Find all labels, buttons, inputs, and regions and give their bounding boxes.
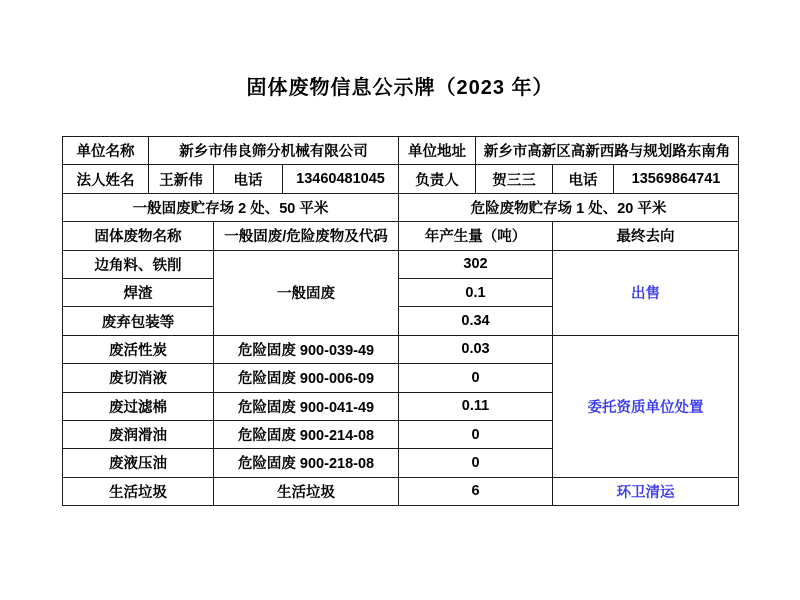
header-waste-name: 固体废物名称 <box>63 222 214 250</box>
waste-amount: 0.1 <box>399 278 553 306</box>
unit-address-value: 新乡市高新区高新西路与规划路东南角 <box>476 137 739 165</box>
waste-code: 危险固废 900-006-09 <box>214 364 399 392</box>
waste-amount: 0.34 <box>399 307 553 335</box>
page-title: 固体废物信息公示牌（2023 年） <box>246 77 554 99</box>
waste-name: 生活垃圾 <box>63 477 214 505</box>
phone1-value: 13460481045 <box>283 165 399 193</box>
unit-address-label: 单位地址 <box>399 137 476 165</box>
phone2-label: 电话 <box>553 165 614 193</box>
waste-amount: 6 <box>399 477 553 505</box>
waste-amount: 0.03 <box>399 335 553 363</box>
waste-category: 一般固废 <box>214 250 399 335</box>
phone2-value: 13569864741 <box>614 165 739 193</box>
table-row <box>63 477 739 505</box>
waste-amount: 0 <box>399 364 553 392</box>
waste-name: 焊渣 <box>63 278 214 306</box>
waste-name: 废过滤棉 <box>63 392 214 420</box>
table-row-contacts <box>63 165 739 193</box>
waste-code: 危险固废 900-214-08 <box>214 420 399 448</box>
responsible-label: 负责人 <box>399 165 476 193</box>
waste-name: 边角料、铁削 <box>63 250 214 278</box>
waste-name: 废润滑油 <box>63 420 214 448</box>
legal-person-label: 法人姓名 <box>63 165 149 193</box>
table-row <box>63 335 739 363</box>
phone1-label: 电话 <box>214 165 283 193</box>
waste-amount: 0.11 <box>399 392 553 420</box>
table-row-headers <box>63 222 739 250</box>
unit-name-label: 单位名称 <box>63 137 149 165</box>
waste-info-table <box>62 136 739 506</box>
hazard-storage: 危险废物贮存场 1 处、20 平米 <box>399 193 739 221</box>
waste-name: 废液压油 <box>63 449 214 477</box>
waste-amount: 0 <box>399 420 553 448</box>
header-destination: 最终去向 <box>553 222 739 250</box>
waste-code: 危险固废 900-218-08 <box>214 449 399 477</box>
legal-person-value: 王新伟 <box>149 165 214 193</box>
table-row-unit <box>63 137 739 165</box>
waste-destination: 委托资质单位处置 <box>553 335 739 477</box>
waste-amount: 0 <box>399 449 553 477</box>
table-row <box>63 250 739 278</box>
header-annual-amount: 年产生量（吨） <box>399 222 553 250</box>
responsible-value: 贺三三 <box>476 165 553 193</box>
waste-code: 危险固废 900-041-49 <box>214 392 399 420</box>
waste-name: 废切消液 <box>63 364 214 392</box>
waste-name: 废弃包装等 <box>63 307 214 335</box>
table-row-storage <box>63 193 739 221</box>
waste-destination: 环卫清运 <box>553 477 739 505</box>
header-waste-code: 一般固废/危险废物及代码 <box>214 222 399 250</box>
waste-name: 废活性炭 <box>63 335 214 363</box>
unit-name-value: 新乡市伟良筛分机械有限公司 <box>149 137 399 165</box>
waste-destination: 出售 <box>553 250 739 335</box>
waste-code: 生活垃圾 <box>214 477 399 505</box>
general-storage: 一般固废贮存场 2 处、50 平米 <box>63 193 399 221</box>
waste-code: 危险固废 900-039-49 <box>214 335 399 363</box>
waste-amount: 302 <box>399 250 553 278</box>
